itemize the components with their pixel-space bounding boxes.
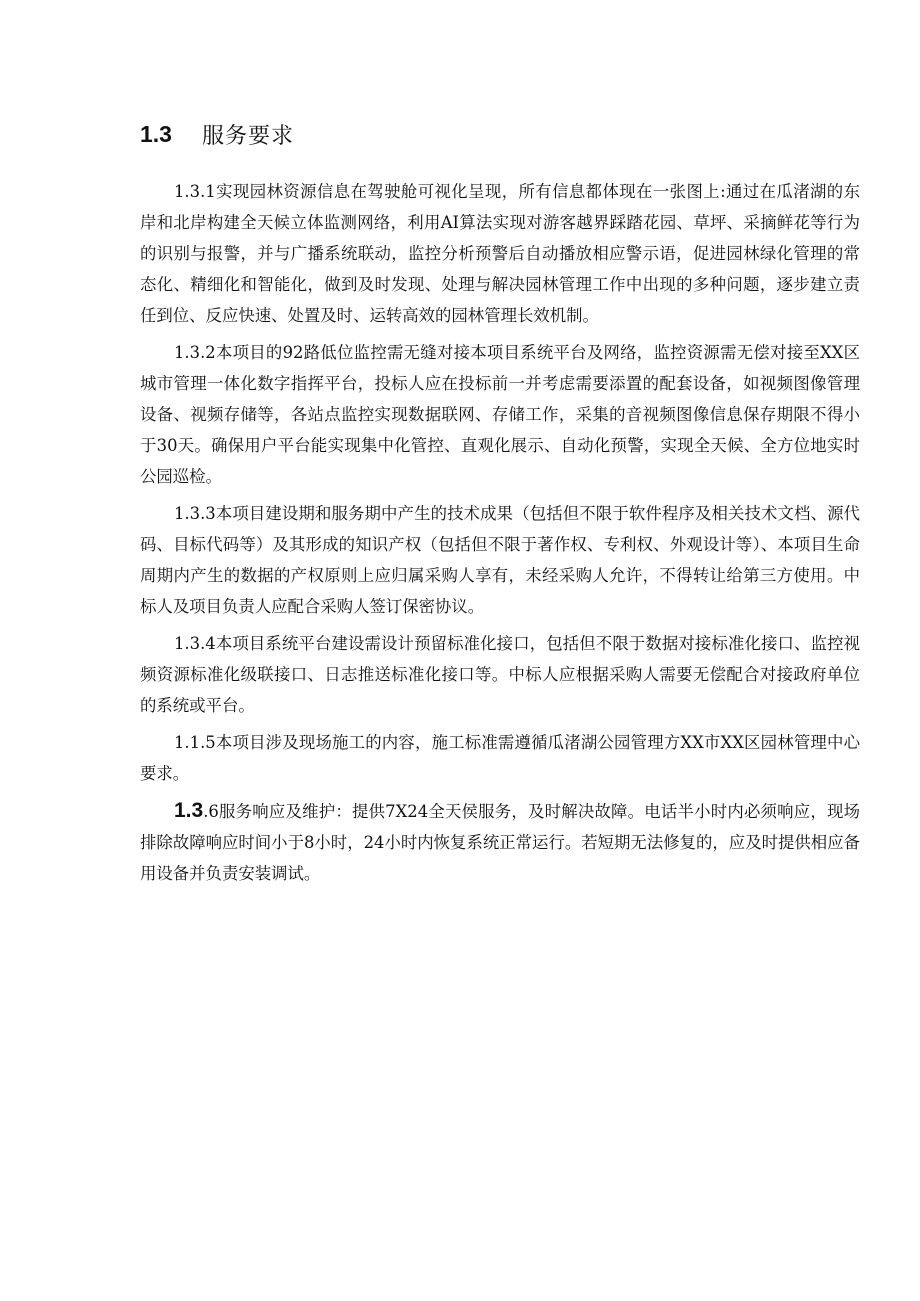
section-title: 服务要求 xyxy=(202,123,295,149)
paragraph-1-3-6-text: .6服务响应及维护：提供7X24全天侯服务，及时解决故障。电话半小时内必须响应，现场排除故障响应时间小于8小时，24小时内恢复系统正常运行。若短期无法修复的，应及时提供相应备用设备并负责安装调试。 xyxy=(140,802,860,883)
paragraph-number-prefix: 1.3 xyxy=(174,799,204,822)
paragraph-1-3-4: 1.3.4本项目系统平台建设需设计预留标准化接口，包括但不限于数据对接标准化接口、监控视频资源标准化级联接口、日志推送标准化接口等。中标人应根据采购人需要无偿配合对接政府单位的系统或平台。 xyxy=(140,634,860,715)
paragraph-1-1-5: 1.1.5本项目涉及现场施工的内容，施工标准需遵循瓜渚湖公园管理方XX市XX区园林管理中心要求。 xyxy=(140,733,860,783)
section-heading xyxy=(140,116,294,152)
section-number: 1.3 xyxy=(140,120,172,147)
section-body xyxy=(140,176,860,895)
paragraph-1-3-3: 1.3.3本项目建设期和服务期中产生的技术成果（包括但不限于软件程序及相关技术文档、源代码、目标代码等）及其形成的知识产权（包括但不限于著作权、专利权、外观设计等）、本项目生命周期内产生的数据的产权原则上应归属采购人享有，未经采购人允许，不得转让给第三方使用。中标人及项目负责人应配合采购人签订保密协议。 xyxy=(140,504,860,616)
paragraph-1-3-6 xyxy=(140,795,860,889)
paragraph-1-3-1: 1.3.1实现园林资源信息在驾驶舱可视化呈现，所有信息都体现在一张图上:通过在瓜渚湖的东岸和北岸构建全天候立体监测网络，利用AI算法实现对游客越界踩踏花园、草坪、采摘鲜花等行为的识别与报警，并与广播系统联动，监控分析预警后自动播放相应警示语，促进园林绿化管理的常态化、精细化和智能化，做到及时发现、处理与解决园林管理工作中出现的多种问题，逐步建立责任到位、反应快速、处置及时、运转高效的园林管理长效机制。 xyxy=(140,182,860,325)
paragraph-1-3-2: 1.3.2本项目的92路低位监控需无缝对接本项目系统平台及网络，监控资源需无偿对接至XX区城市管理一体化数字指挥平台，投标人应在投标前一并考虑需要添置的配套设备，如视频图像管理设备、视频存储等，各站点监控实现数据联网、存储工作，采集的音视频图像信息保存期限不得小于30天。确保用户平台能实现集中化管控、直观化展示、自动化预警，实现全天候、全方位地实时公园巡检。 xyxy=(140,343,860,486)
